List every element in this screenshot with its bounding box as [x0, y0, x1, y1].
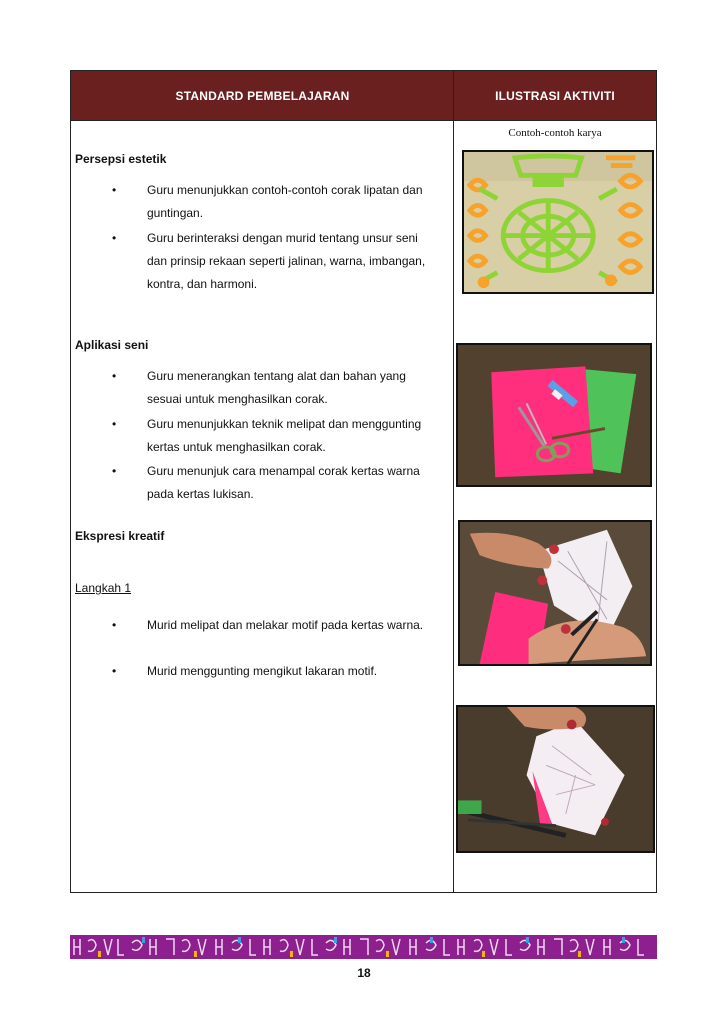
decorative-footer-band — [70, 935, 657, 959]
bullet-icon: • — [112, 231, 117, 245]
bullet-icon: • — [112, 417, 117, 431]
activity-table: STANDARD PEMBELAJARAN ILUSTRASI AKTIVITI Persepsi estetik • Guru menunjukkan contoh-contoh corak lipatan dan guntingan. • Guru berinteraksi dengan murid tentang unsur seni dan prinsip rekaan seperti jalinan, warna, imbangan, kontra, dan harmoni. Aplikasi seni • Guru menerangkan tentang alat dan bahan yang sesuai untuk menghasilkan corak. • Guru menunjukkan teknik melipat dan menggunting kertas untuk menghasilkan corak. • Guru menunjuk cara menampal corak kertas warna pada kertas lukisan. Ekspresi kreatif Langkah 1 • Murid melipat dan melakar motif pada kertas warna. • Murid menggunting mengikut lakaran motif. Contoh-contoh karya — [70, 70, 657, 893]
cutting-photo — [456, 705, 655, 853]
bullet-icon: • — [112, 183, 117, 197]
materials-photo — [456, 343, 652, 487]
bullet-icon: • — [112, 618, 117, 632]
photo-caption: Contoh-contoh karya — [508, 127, 602, 139]
bullet-icon: • — [112, 664, 117, 678]
step-title-langkah-1: Langkah 1 — [75, 581, 132, 595]
folding-sketching-photo — [458, 520, 652, 666]
section-title-persepsi: Persepsi estetik — [75, 152, 167, 166]
page-number: 18 — [357, 966, 371, 980]
column-divider — [453, 71, 454, 892]
header-standard-pembelajaran: STANDARD PEMBELAJARAN — [175, 89, 350, 103]
bullet-icon: • — [112, 369, 117, 383]
section-title-aplikasi: Aplikasi seni — [75, 338, 149, 352]
paper-cut-pattern-photo — [462, 150, 654, 294]
bullet-icon: • — [112, 464, 117, 478]
table-header — [71, 71, 656, 121]
section-title-ekspresi: Ekspresi kreatif — [75, 529, 165, 543]
header-ilustrasi-aktiviti: ILUSTRASI AKTIVITI — [495, 89, 615, 103]
